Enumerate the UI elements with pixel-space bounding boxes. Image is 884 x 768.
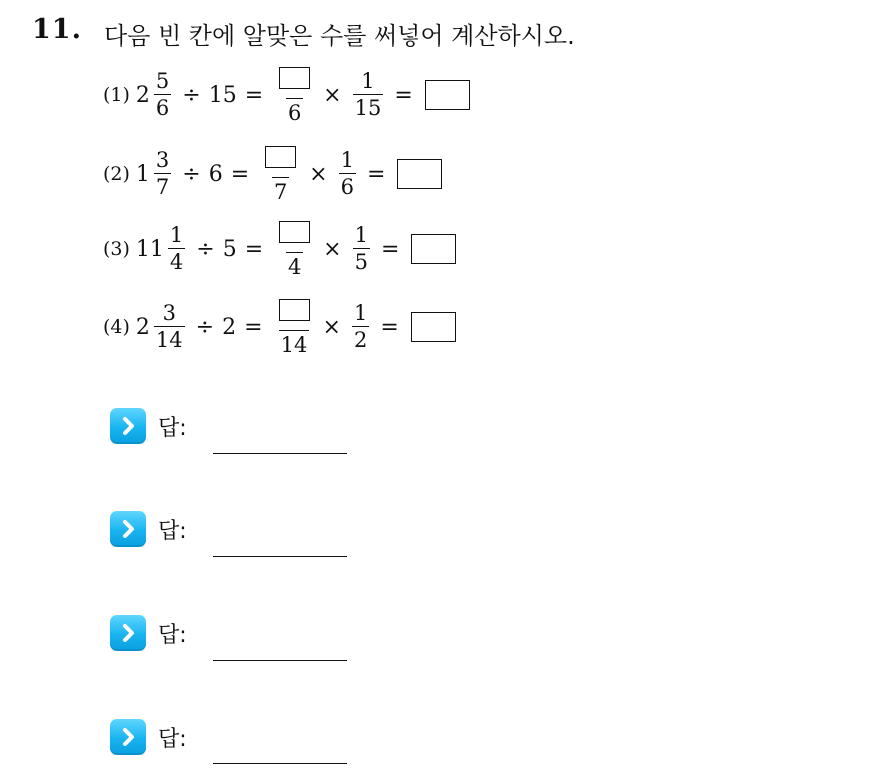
problem-label: (1) <box>103 84 130 106</box>
fraction-denominator: 6 <box>155 96 170 120</box>
divide-sign: ÷ <box>182 82 201 108</box>
equals-sign: = <box>244 236 264 262</box>
divide-sign: ÷ <box>196 236 215 262</box>
answer-line-3[interactable] <box>213 660 347 661</box>
mixed-whole: 2 <box>135 314 150 340</box>
mixed-whole: 1 <box>135 161 150 187</box>
mixed-fraction <box>168 225 185 273</box>
problem-label: (2) <box>103 163 130 185</box>
fraction-numerator: 1 <box>354 223 368 247</box>
fraction-denominator: 2 <box>353 328 368 352</box>
fraction-denominator: 14 <box>279 330 310 356</box>
reciprocal-fraction <box>352 303 369 351</box>
problem-1 <box>103 62 470 128</box>
question-instruction: 다음 빈 칸에 알맞은 수를 써넣어 계산하시오. <box>104 22 575 50</box>
divide-sign: ÷ <box>195 314 215 340</box>
fraction-numerator: 1 <box>169 223 184 247</box>
answer-row-4 <box>110 717 187 757</box>
problem-label: (4) <box>103 316 130 338</box>
numerator-blank-box[interactable] <box>279 221 310 243</box>
equals-sign: = <box>244 82 264 108</box>
times-sign: × <box>323 82 342 108</box>
blank-fraction <box>277 67 312 124</box>
reciprocal-fraction <box>339 150 356 198</box>
divide-sign: ÷ <box>182 161 201 187</box>
fraction-numerator: 5 <box>155 69 170 93</box>
result-blank-box[interactable] <box>397 159 442 189</box>
answer-row-3 <box>110 613 187 653</box>
fraction-denominator: 6 <box>286 98 303 124</box>
answer-label: 답: <box>158 622 187 648</box>
mixed-whole: 11 <box>135 236 164 262</box>
chevron-right-icon <box>110 615 146 651</box>
equals-sign: = <box>230 161 250 187</box>
problem-2 <box>103 141 442 207</box>
fraction-numerator: 1 <box>340 148 354 172</box>
answer-line-4[interactable] <box>213 763 347 764</box>
answer-line-2[interactable] <box>213 556 347 557</box>
fraction-denominator: 7 <box>155 175 170 199</box>
mixed-fraction <box>154 150 171 198</box>
blank-fraction <box>263 146 298 203</box>
fraction-denominator: 4 <box>169 250 184 274</box>
fraction-denominator: 4 <box>286 252 303 278</box>
fraction-numerator: 3 <box>162 301 176 325</box>
equals-sign: = <box>366 161 386 187</box>
chevron-right-icon <box>110 719 146 755</box>
blank-fraction <box>277 221 312 278</box>
problem-3 <box>103 216 456 282</box>
fraction-denominator: 5 <box>354 250 368 274</box>
chevron-right-icon <box>110 408 146 444</box>
mixed-whole: 2 <box>135 82 150 108</box>
mixed-fraction <box>154 71 171 119</box>
fraction-denominator: 7 <box>272 177 289 203</box>
equals-sign: = <box>244 314 263 340</box>
fraction-numerator: 1 <box>361 69 375 93</box>
divisor: 2 <box>222 314 237 340</box>
equals-sign: = <box>394 82 413 108</box>
fraction-denominator: 6 <box>340 175 354 199</box>
equals-sign: = <box>380 236 400 262</box>
answer-label: 답: <box>158 726 187 752</box>
times-sign: × <box>322 314 341 340</box>
fraction-numerator: 3 <box>155 148 170 172</box>
mixed-fraction <box>154 303 185 351</box>
fraction-denominator: 15 <box>354 96 382 120</box>
result-blank-box[interactable] <box>411 234 456 264</box>
answer-label: 답: <box>158 415 187 441</box>
result-blank-box[interactable] <box>425 80 470 110</box>
divisor: 5 <box>222 236 237 262</box>
result-blank-box[interactable] <box>411 312 456 342</box>
numerator-blank-box[interactable] <box>279 299 310 321</box>
fraction-numerator: 1 <box>353 301 368 325</box>
divisor: 15 <box>208 82 237 108</box>
divisor: 6 <box>208 161 223 187</box>
problem-4 <box>103 294 456 360</box>
answer-line-1[interactable] <box>213 453 347 454</box>
answer-label: 답: <box>158 518 187 544</box>
times-sign: × <box>309 161 328 187</box>
problem-label: (3) <box>103 238 130 260</box>
reciprocal-fraction <box>353 71 384 119</box>
blank-fraction <box>277 299 312 356</box>
times-sign: × <box>323 236 342 262</box>
numerator-blank-box[interactable] <box>279 67 310 89</box>
question-number: 11. <box>32 14 82 45</box>
answer-row-2 <box>110 509 187 549</box>
equals-sign: = <box>380 314 399 340</box>
numerator-blank-box[interactable] <box>265 146 296 168</box>
reciprocal-fraction <box>353 225 370 273</box>
fraction-denominator: 14 <box>155 328 183 352</box>
chevron-right-icon <box>110 511 146 547</box>
answer-row-1 <box>110 406 187 446</box>
